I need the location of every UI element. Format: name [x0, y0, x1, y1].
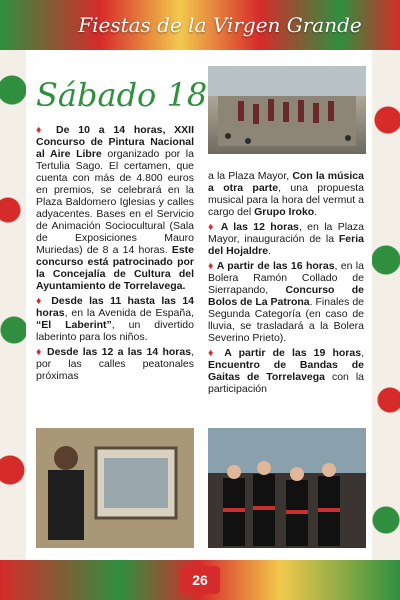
photo-painting-contest-square [208, 66, 366, 154]
event-time: A partir de las 16 horas [216, 260, 335, 272]
decorative-right-border [372, 0, 400, 600]
text-column-right [208, 170, 364, 452]
header-banner [0, 0, 400, 50]
event-text: . Finales de Segunda Categoría (en caso de lluvia, se trasladará a la Bolera Severino Prieto). [208, 296, 364, 344]
event-time: De 10 a 14 horas, XXII Concurso de Pintura Nacional al Aire Libre [36, 124, 194, 160]
event-text: , en la Plaza Mayor, inauguración de la [208, 221, 364, 245]
content-page [26, 50, 372, 560]
event-text-bold: Feria del Hojaldre [208, 233, 364, 257]
bullet-diamond-icon: ♦ [36, 346, 47, 358]
event-text: . [268, 245, 272, 257]
event-text-bold: Con la música a otra parte [208, 170, 364, 194]
footer-banner [0, 560, 400, 600]
event-text-bold: Encuentro de Bandas de Gaitas de Torrelavega [208, 359, 364, 383]
event-text: , [361, 347, 364, 359]
event-text: , un divertido laberinto para los niños. [36, 319, 194, 343]
event-vermut-music-cont [208, 170, 364, 218]
event-time: A partir de las 19 horas [224, 347, 362, 359]
day-title: Sábado 18 [36, 76, 208, 114]
decorative-left-border [0, 0, 26, 600]
event-text-bold: Grupo Iroko [254, 206, 315, 218]
event-hojaldre-fair [208, 221, 364, 257]
bullet-diamond-icon: ♦ [208, 347, 225, 359]
bullet-diamond-icon: ♦ [36, 124, 57, 136]
bullet-diamond-icon: ♦ [36, 295, 52, 307]
event-text: , en la Avenida de España, [64, 307, 194, 319]
photo-bagpipe-band [208, 428, 366, 548]
photo-painter-at-easel [36, 428, 194, 548]
event-labyrinth [36, 295, 194, 343]
event-bolos-contest [208, 260, 364, 344]
event-text: , por las calles peatonales próximas [36, 346, 194, 382]
event-time: Desde las 11 hasta las 14 horas [36, 295, 194, 319]
event-text-bold: Este concurso está patrocinado por la Concejalía de Cultura del Ayuntamiento de Torrelavega. [36, 244, 194, 292]
text-column-left [36, 124, 194, 444]
header-title: Fiestas de la Virgen Grande [78, 13, 362, 37]
page-number: 26 [180, 566, 220, 594]
event-text: con la participación [208, 371, 364, 395]
event-text: a la Plaza Mayor, [208, 170, 293, 182]
event-text-bold: Concurso de Bolos de La Patrona [208, 284, 364, 308]
event-text: organizado por la Tertulia Sago. El certamen, que cuenta con más de 4.800 euros en premios, se celebrará en la Plaza Baldomero Iglesias y calles adyacentes. Bases en el Servicio de Animación Sociocultural (Sala de Exposiciones Mauro Muriedas) de 8 a 14 horas. [36, 148, 194, 256]
event-time: Desde las 12 a las 14 horas [46, 346, 192, 358]
event-time: A las 12 horas [220, 221, 299, 233]
event-text: , en la Bolera Ramón Collado de Sierrapando, [208, 260, 364, 296]
event-painting-contest [36, 124, 194, 292]
bullet-diamond-icon: ♦ [208, 260, 217, 272]
event-vermut-music [36, 346, 194, 382]
event-text-bold: “El Laberint” [36, 319, 112, 331]
event-text: . [314, 206, 318, 218]
event-bagpipe-bands [208, 347, 364, 395]
event-text: , una propuesta musical para la hora del vermut a cargo del [208, 182, 364, 218]
bullet-diamond-icon: ♦ [208, 221, 221, 233]
